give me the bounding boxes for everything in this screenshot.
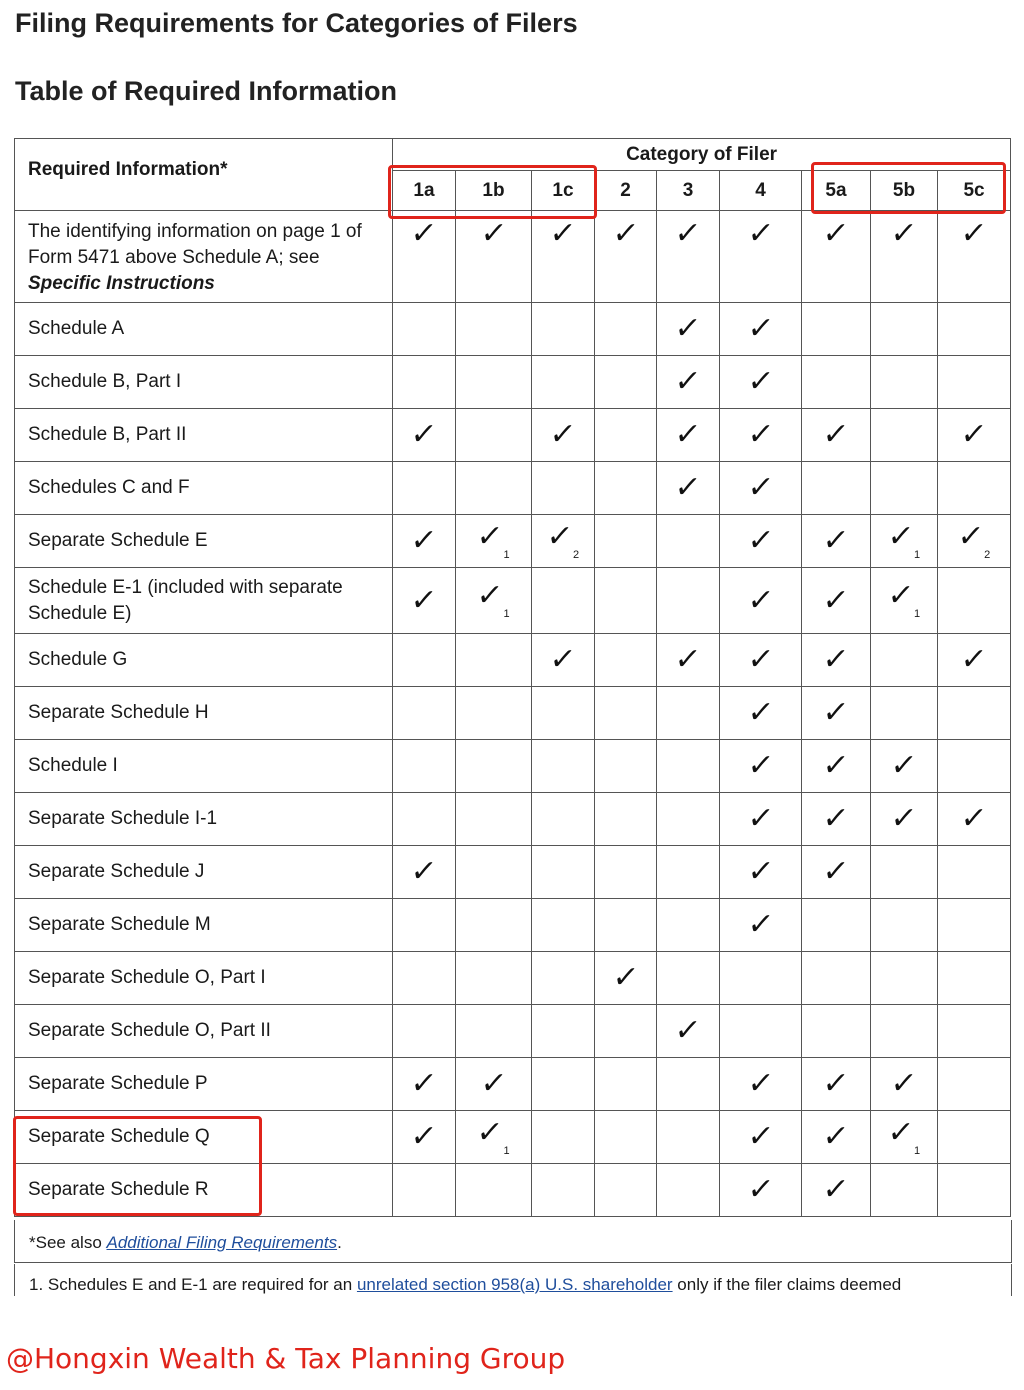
cell-1b <box>456 568 532 634</box>
cell-5c <box>938 1164 1011 1217</box>
cell-4 <box>720 740 802 793</box>
column-header-5c: 5c <box>938 171 1011 211</box>
cell-5a <box>802 1058 871 1111</box>
cell-3 <box>657 1111 720 1164</box>
cell-4 <box>720 356 802 409</box>
check-icon: ✓ <box>885 518 916 554</box>
cell-5c <box>938 211 1011 303</box>
cell-3 <box>657 515 720 568</box>
check-icon: ✓ <box>544 518 575 554</box>
cell-1b <box>456 740 532 793</box>
column-header-4: 4 <box>720 171 802 211</box>
row-label-text: The identifying information on page 1 of Form 5471 above Schedule A; see <box>28 221 362 268</box>
column-header-2: 2 <box>595 171 657 211</box>
row-label: Separate Schedule H <box>15 687 393 740</box>
check-icon: ✓ <box>821 748 852 783</box>
check-icon: ✓ <box>889 748 920 783</box>
check-icon: ✓ <box>959 642 990 677</box>
required-information-table <box>14 138 1011 1217</box>
highlight-box-category-5 <box>811 162 1006 214</box>
check-icon: ✓ <box>474 1114 506 1150</box>
check-icon: ✓ <box>673 417 704 452</box>
footnote-marker: 1 <box>503 608 510 620</box>
cell-5b <box>871 740 938 793</box>
footnote-marker: 1 <box>914 608 921 620</box>
cell-4 <box>720 1111 802 1164</box>
cell-2 <box>595 211 657 303</box>
check-icon: ✓ <box>673 311 704 346</box>
cell-5a <box>802 740 871 793</box>
row-label: Schedule I <box>15 740 393 793</box>
cell-5a <box>802 1111 871 1164</box>
cell-4 <box>720 952 802 1005</box>
table-row <box>15 846 1011 899</box>
cell-5b <box>871 1005 938 1058</box>
row-label: Separate Schedule R <box>15 1164 393 1217</box>
check-icon: ✓ <box>673 364 704 399</box>
cell-3 <box>657 634 720 687</box>
cell-5b <box>871 952 938 1005</box>
cell-5a <box>802 846 871 899</box>
cell-1c <box>532 952 595 1005</box>
table-title: Table of Required Information <box>15 76 398 106</box>
cell-5b <box>871 303 938 356</box>
page-title: Filing Requirements for Categories of Filers <box>15 8 578 38</box>
cell-1b <box>456 1111 532 1164</box>
check-icon: ✓ <box>409 216 440 251</box>
table-row <box>15 303 1011 356</box>
check-icon: ✓ <box>548 417 579 452</box>
cell-1a <box>393 356 456 409</box>
cell-4 <box>720 793 802 846</box>
table-row <box>15 568 1011 634</box>
cell-1c <box>532 356 595 409</box>
cell-1b <box>456 846 532 899</box>
cell-1c <box>532 687 595 740</box>
cell-5c <box>938 740 1011 793</box>
cell-5a <box>802 568 871 634</box>
cell-5b <box>871 687 938 740</box>
check-icon: ✓ <box>955 518 986 554</box>
check-icon: ✓ <box>821 801 852 836</box>
check-icon: ✓ <box>409 1066 440 1101</box>
check-icon: ✓ <box>409 417 440 452</box>
cell-1c <box>532 899 595 952</box>
cell-5b <box>871 1111 938 1164</box>
row-label: Schedule A <box>15 303 393 356</box>
cell-3 <box>657 356 720 409</box>
see-also-note <box>14 1220 1012 1263</box>
check-icon: ✓ <box>821 642 852 677</box>
cell-2 <box>595 793 657 846</box>
cell-1c <box>532 846 595 899</box>
footnote-marker: 2 <box>984 548 991 561</box>
row-label: Separate Schedule M <box>15 899 393 952</box>
column-header-1a: 1a <box>393 171 456 211</box>
cell-1b <box>456 211 532 303</box>
check-icon: ✓ <box>745 364 776 399</box>
highlight-box-schedules-q-r <box>13 1116 262 1216</box>
row-label <box>15 211 393 303</box>
cell-4 <box>720 462 802 515</box>
cell-2 <box>595 1058 657 1111</box>
cell-1b <box>456 303 532 356</box>
check-icon: ✓ <box>821 1119 852 1154</box>
cell-2 <box>595 303 657 356</box>
check-icon: ✓ <box>673 216 704 251</box>
check-icon: ✓ <box>821 417 852 452</box>
cell-5b <box>871 899 938 952</box>
cell-2 <box>595 356 657 409</box>
cell-5a <box>802 356 871 409</box>
cell-3 <box>657 1164 720 1217</box>
cell-1b <box>456 899 532 952</box>
check-icon: ✓ <box>959 801 990 836</box>
cell-1c <box>532 1111 595 1164</box>
cell-1c <box>532 793 595 846</box>
cell-3 <box>657 1058 720 1111</box>
cell-5b <box>871 634 938 687</box>
check-icon: ✓ <box>548 642 579 677</box>
column-header-1c: 1c <box>532 171 595 211</box>
additional-filing-requirements-link[interactable]: Additional Filing Requirements <box>106 1233 338 1252</box>
cell-5b <box>871 211 938 303</box>
cell-5a <box>802 1164 871 1217</box>
cell-1a <box>393 899 456 952</box>
check-icon: ✓ <box>821 854 852 889</box>
cell-4 <box>720 687 802 740</box>
table-row <box>15 899 1011 952</box>
cell-1a <box>393 409 456 462</box>
column-header-1b: 1b <box>456 171 532 211</box>
table-row <box>15 515 1011 568</box>
see-also-prefix: *See also <box>29 1233 107 1252</box>
table-row <box>15 462 1011 515</box>
cell-1c <box>532 1164 595 1217</box>
cell-1c <box>532 634 595 687</box>
column-header-3: 3 <box>657 171 720 211</box>
footnote-1-prefix: 1. Schedules E and E-1 are required for an <box>29 1275 357 1294</box>
check-icon: ✓ <box>474 518 506 554</box>
cell-3 <box>657 687 720 740</box>
table-row <box>15 1005 1011 1058</box>
row-label: Schedules C and F <box>15 462 393 515</box>
check-icon: ✓ <box>745 216 776 251</box>
check-icon: ✓ <box>889 216 920 251</box>
row-label-emphasis: Specific Instructions <box>28 273 215 294</box>
cell-5c <box>938 1058 1011 1111</box>
row-label: Schedule E-1 (included with separate Schedule E) <box>15 568 393 634</box>
cell-2 <box>595 899 657 952</box>
cell-5a <box>802 515 871 568</box>
category-of-filer-header: Category of Filer <box>393 139 1011 171</box>
cell-5c <box>938 356 1011 409</box>
cell-4 <box>720 515 802 568</box>
cell-2 <box>595 409 657 462</box>
row-label: Separate Schedule P <box>15 1058 393 1111</box>
table-row <box>15 409 1011 462</box>
cell-1a <box>393 634 456 687</box>
cell-5c <box>938 462 1011 515</box>
cell-1c <box>532 211 595 303</box>
cell-5b <box>871 846 938 899</box>
check-icon: ✓ <box>745 311 776 346</box>
cell-3 <box>657 793 720 846</box>
cell-2 <box>595 952 657 1005</box>
cell-5c <box>938 687 1011 740</box>
cell-5c <box>938 793 1011 846</box>
check-icon: ✓ <box>673 642 704 677</box>
footnote-marker: 2 <box>573 548 580 561</box>
check-icon: ✓ <box>610 960 641 995</box>
row-label: Separate Schedule Q <box>15 1111 393 1164</box>
cell-3 <box>657 303 720 356</box>
cell-1c <box>532 568 595 634</box>
cell-5c <box>938 846 1011 899</box>
check-icon: ✓ <box>821 1066 852 1101</box>
check-icon: ✓ <box>745 854 776 889</box>
check-icon: ✓ <box>474 578 506 613</box>
footnote-marker: 1 <box>503 548 510 561</box>
cell-5c <box>938 1005 1011 1058</box>
check-icon: ✓ <box>745 523 776 558</box>
cell-1a <box>393 211 456 303</box>
table-row <box>15 211 1011 303</box>
cell-5c <box>938 303 1011 356</box>
cell-5c <box>938 515 1011 568</box>
row-label: Schedule G <box>15 634 393 687</box>
table-row <box>15 740 1011 793</box>
highlight-box-category-1 <box>388 165 597 219</box>
watermark: @Hongxin Wealth & Tax Planning Group <box>6 1342 566 1375</box>
check-icon: ✓ <box>745 417 776 452</box>
cell-5b <box>871 409 938 462</box>
cell-2 <box>595 515 657 568</box>
check-icon: ✓ <box>478 216 509 251</box>
cell-4 <box>720 303 802 356</box>
cell-2 <box>595 687 657 740</box>
cell-4 <box>720 899 802 952</box>
cell-1a <box>393 846 456 899</box>
cell-4 <box>720 846 802 899</box>
check-icon: ✓ <box>745 582 776 618</box>
cell-5c <box>938 952 1011 1005</box>
cell-1c <box>532 740 595 793</box>
cell-4 <box>720 634 802 687</box>
cell-4 <box>720 1058 802 1111</box>
cell-1a <box>393 462 456 515</box>
unrelated-shareholder-link[interactable]: unrelated section 958(a) U.S. shareholder <box>356 1275 673 1294</box>
check-icon: ✓ <box>673 470 704 505</box>
cell-5a <box>802 303 871 356</box>
check-icon: ✓ <box>745 470 776 505</box>
cell-2 <box>595 1164 657 1217</box>
footnote-marker: 1 <box>914 1144 921 1157</box>
check-icon: ✓ <box>889 801 920 836</box>
check-icon: ✓ <box>548 216 579 251</box>
cell-5b <box>871 462 938 515</box>
check-icon: ✓ <box>745 801 776 836</box>
cell-5a <box>802 1005 871 1058</box>
table-row <box>15 1058 1011 1111</box>
cell-1b <box>456 515 532 568</box>
row-label: Schedule B, Part II <box>15 409 393 462</box>
cell-1a <box>393 740 456 793</box>
cell-5a <box>802 687 871 740</box>
cell-5c <box>938 409 1011 462</box>
cell-3 <box>657 740 720 793</box>
check-icon: ✓ <box>885 1114 916 1150</box>
check-icon: ✓ <box>745 642 776 677</box>
row-label: Separate Schedule O, Part II <box>15 1005 393 1058</box>
cell-1a <box>393 1005 456 1058</box>
cell-4 <box>720 568 802 634</box>
cell-1b <box>456 687 532 740</box>
table-row <box>15 687 1011 740</box>
cell-1a <box>393 1164 456 1217</box>
check-icon: ✓ <box>409 854 440 889</box>
check-icon: ✓ <box>409 523 440 558</box>
cell-1c <box>532 1005 595 1058</box>
cell-3 <box>657 211 720 303</box>
check-icon: ✓ <box>821 582 852 618</box>
table-row <box>15 952 1011 1005</box>
cell-5a <box>802 462 871 515</box>
check-icon: ✓ <box>745 1172 776 1207</box>
check-icon: ✓ <box>959 216 990 251</box>
see-also-suffix: . <box>337 1233 342 1252</box>
check-icon: ✓ <box>745 1066 776 1101</box>
cell-5b <box>871 1164 938 1217</box>
cell-5b <box>871 793 938 846</box>
row-label: Separate Schedule I-1 <box>15 793 393 846</box>
cell-4 <box>720 211 802 303</box>
cell-4 <box>720 1005 802 1058</box>
row-label: Separate Schedule J <box>15 846 393 899</box>
cell-1c <box>532 303 595 356</box>
cell-3 <box>657 462 720 515</box>
cell-5a <box>802 409 871 462</box>
table-row <box>15 793 1011 846</box>
cell-3 <box>657 409 720 462</box>
check-icon: ✓ <box>610 216 641 251</box>
row-label: Separate Schedule O, Part I <box>15 952 393 1005</box>
cell-5c <box>938 568 1011 634</box>
cell-1a <box>393 687 456 740</box>
check-icon: ✓ <box>478 1066 509 1101</box>
cell-2 <box>595 568 657 634</box>
cell-5a <box>802 634 871 687</box>
cell-3 <box>657 846 720 899</box>
footnote-1-suffix: only if the filer claims deemed <box>672 1275 902 1294</box>
check-icon: ✓ <box>821 523 852 558</box>
cell-1b <box>456 1164 532 1217</box>
cell-1b <box>456 1058 532 1111</box>
cell-5b <box>871 568 938 634</box>
cell-5b <box>871 356 938 409</box>
cell-1b <box>456 462 532 515</box>
cell-1b <box>456 793 532 846</box>
cell-3 <box>657 899 720 952</box>
required-information-header: Required Information* <box>15 139 393 211</box>
cell-5c <box>938 1111 1011 1164</box>
cell-2 <box>595 1111 657 1164</box>
check-icon: ✓ <box>745 1119 776 1154</box>
cell-5a <box>802 952 871 1005</box>
cell-1a <box>393 568 456 634</box>
check-icon: ✓ <box>409 1119 440 1154</box>
table-row <box>15 634 1011 687</box>
check-icon: ✓ <box>745 907 776 942</box>
check-icon: ✓ <box>821 216 852 251</box>
row-label: Schedule B, Part I <box>15 356 393 409</box>
cell-1b <box>456 634 532 687</box>
cell-1c <box>532 1058 595 1111</box>
footnote-marker: 1 <box>503 1144 510 1157</box>
cell-1c <box>532 515 595 568</box>
cell-1c <box>532 462 595 515</box>
cell-2 <box>595 846 657 899</box>
check-icon: ✓ <box>959 417 990 452</box>
cell-5c <box>938 634 1011 687</box>
cell-4 <box>720 1164 802 1217</box>
cell-1b <box>456 952 532 1005</box>
table-row <box>15 356 1011 409</box>
cell-1b <box>456 356 532 409</box>
cell-3 <box>657 1005 720 1058</box>
cell-2 <box>595 740 657 793</box>
cell-2 <box>595 634 657 687</box>
cell-2 <box>595 462 657 515</box>
cell-3 <box>657 952 720 1005</box>
cell-5a <box>802 899 871 952</box>
check-icon: ✓ <box>409 582 440 618</box>
cell-1a <box>393 1058 456 1111</box>
cell-1b <box>456 1005 532 1058</box>
cell-5b <box>871 1058 938 1111</box>
cell-1a <box>393 303 456 356</box>
cell-1a <box>393 515 456 568</box>
footnote-1 <box>14 1264 1012 1296</box>
check-icon: ✓ <box>745 695 776 730</box>
footnote-marker: 1 <box>914 548 921 561</box>
check-icon: ✓ <box>885 578 916 613</box>
column-header-5a: 5a <box>802 171 871 211</box>
cell-5b <box>871 515 938 568</box>
cell-5a <box>802 793 871 846</box>
cell-1c <box>532 409 595 462</box>
column-header-5b: 5b <box>871 171 938 211</box>
cell-1a <box>393 1111 456 1164</box>
cell-5a <box>802 211 871 303</box>
check-icon: ✓ <box>673 1013 704 1048</box>
check-icon: ✓ <box>745 748 776 783</box>
cell-1a <box>393 952 456 1005</box>
cell-3 <box>657 568 720 634</box>
cell-1b <box>456 409 532 462</box>
check-icon: ✓ <box>821 1172 852 1207</box>
check-icon: ✓ <box>821 695 852 730</box>
check-icon: ✓ <box>889 1066 920 1101</box>
cell-5c <box>938 899 1011 952</box>
row-label: Separate Schedule E <box>15 515 393 568</box>
cell-4 <box>720 409 802 462</box>
cell-2 <box>595 1005 657 1058</box>
cell-1a <box>393 793 456 846</box>
